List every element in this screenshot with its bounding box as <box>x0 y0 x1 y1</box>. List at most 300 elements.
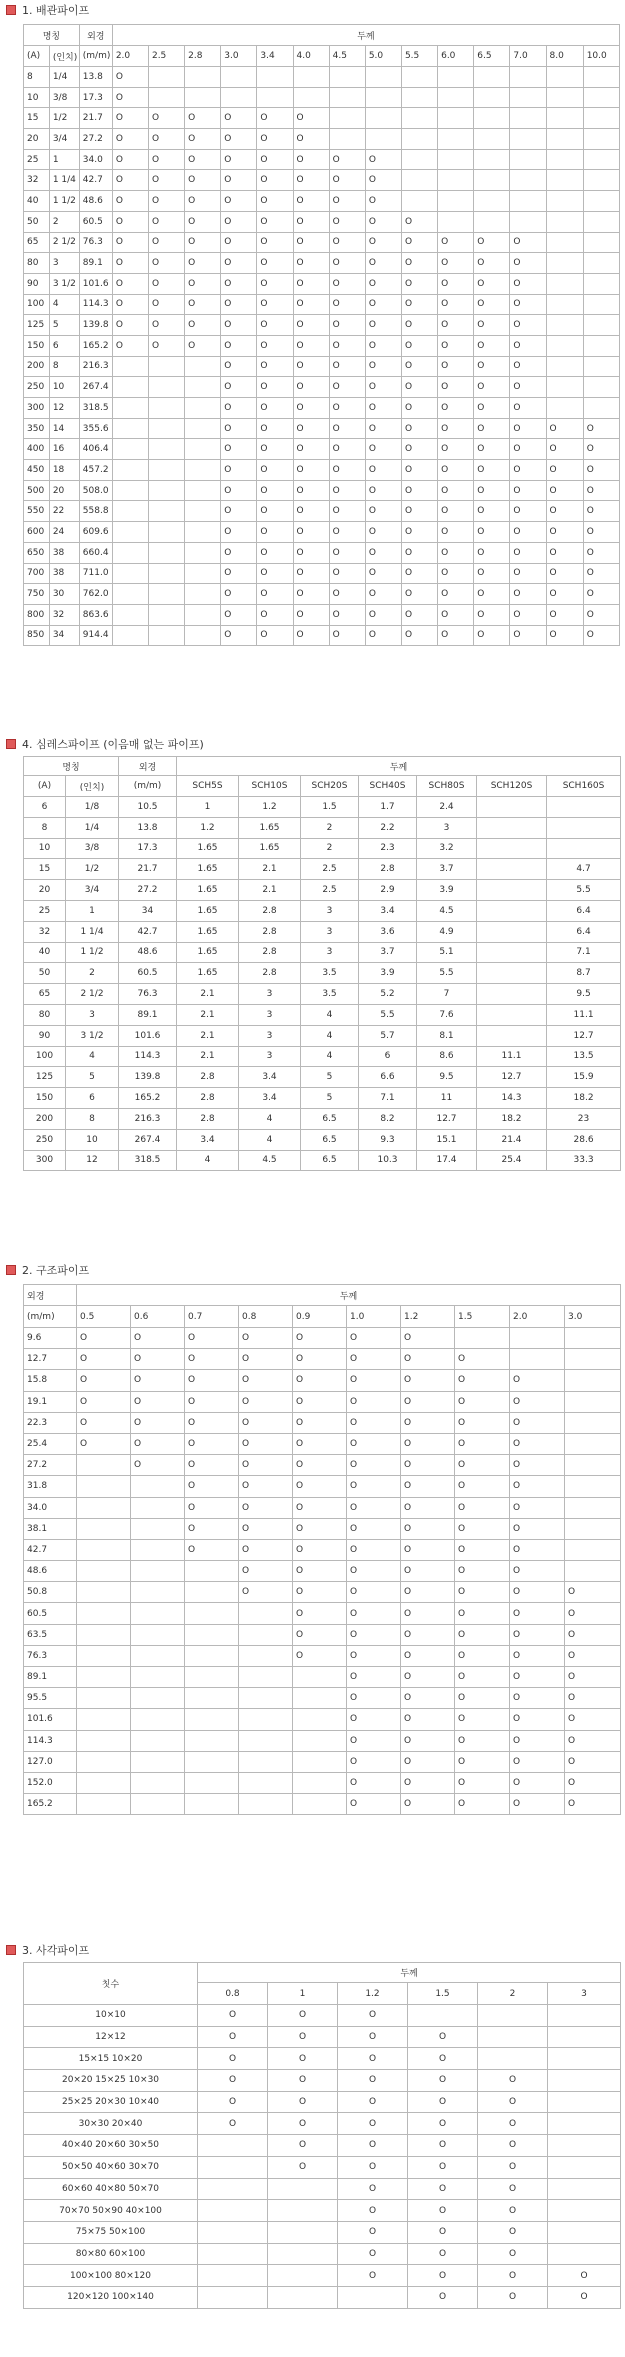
value-cell: O <box>293 418 329 439</box>
value-cell: O <box>338 2265 408 2287</box>
value-cell: 3.4 <box>177 1129 239 1150</box>
thickness-header: 2.8 <box>185 46 221 67</box>
table-row <box>24 1067 621 1088</box>
value-cell: O <box>474 563 510 584</box>
value-cell <box>293 1688 347 1709</box>
value-cell: 6 <box>359 1046 417 1067</box>
value-cell: O <box>329 480 365 501</box>
value-cell: O <box>131 1433 185 1454</box>
value-cell: O <box>221 232 257 253</box>
value-cell: O <box>408 2178 478 2200</box>
value-cell: 4.5 <box>417 900 477 921</box>
value-cell: O <box>329 604 365 625</box>
key-cell: 60.5 <box>24 1603 77 1624</box>
value-cell: O <box>257 418 293 439</box>
value-cell: O <box>455 1561 510 1582</box>
value-cell: O <box>257 522 293 543</box>
value-cell <box>510 149 546 170</box>
thickness-header: 7.0 <box>510 46 546 67</box>
key-cell: 20 <box>24 129 50 150</box>
value-cell: 2.5 <box>301 880 359 901</box>
value-cell <box>148 87 184 108</box>
value-cell <box>548 2178 621 2200</box>
value-cell: 3 <box>301 900 359 921</box>
value-cell: O <box>112 273 148 294</box>
thickness-header: SCH80S <box>417 776 477 797</box>
value-cell: 2.8 <box>239 921 301 942</box>
value-cell <box>329 67 365 88</box>
value-cell: O <box>338 2026 408 2048</box>
value-cell: O <box>565 1730 621 1751</box>
key-cell: 50 <box>24 211 50 232</box>
value-cell <box>546 211 583 232</box>
value-cell: O <box>185 273 221 294</box>
value-cell: O <box>221 335 257 356</box>
table-row <box>24 1582 621 1603</box>
key-cell: 50 <box>24 963 66 984</box>
value-cell <box>477 817 547 838</box>
value-cell <box>565 1370 621 1391</box>
table-row <box>24 356 620 377</box>
value-cell: O <box>510 1645 565 1666</box>
square-table <box>23 1962 621 2309</box>
value-cell <box>198 2156 268 2178</box>
value-cell: O <box>565 1794 621 1815</box>
value-cell: O <box>401 1433 455 1454</box>
key-cell: 1 1/2 <box>49 191 79 212</box>
value-cell: O <box>77 1433 131 1454</box>
value-cell <box>583 108 619 129</box>
key-cell: 3 <box>66 1004 119 1025</box>
header-name: 명칭 <box>24 757 119 776</box>
key-cell: 101.6 <box>119 1025 177 1046</box>
value-cell: O <box>408 2070 478 2092</box>
key-cell: 200 <box>24 1108 66 1129</box>
value-cell: O <box>438 522 474 543</box>
value-cell: O <box>293 398 329 419</box>
key-cell: 165.2 <box>24 1794 77 1815</box>
key-cell: 2 <box>49 211 79 232</box>
table-row <box>24 315 620 336</box>
value-cell: O <box>365 253 401 274</box>
thickness-header: 4.5 <box>329 46 365 67</box>
value-cell: O <box>365 211 401 232</box>
value-cell <box>148 439 184 460</box>
header-inch: (인치) <box>49 46 79 67</box>
value-cell <box>565 1412 621 1433</box>
value-cell: 3.5 <box>301 963 359 984</box>
value-cell <box>198 2286 268 2308</box>
table-row <box>24 1046 621 1067</box>
value-cell: O <box>365 418 401 439</box>
table-row <box>24 1412 621 1433</box>
table-row <box>24 880 621 901</box>
value-cell: O <box>293 232 329 253</box>
value-cell: 3.7 <box>359 942 417 963</box>
key-cell: 318.5 <box>119 1150 177 1171</box>
value-cell <box>185 1772 239 1793</box>
value-cell: O <box>293 273 329 294</box>
thickness-header: 2.5 <box>148 46 184 67</box>
value-cell: 9.3 <box>359 1129 417 1150</box>
value-cell: O <box>148 294 184 315</box>
value-cell: 6.6 <box>359 1067 417 1088</box>
value-cell <box>112 501 148 522</box>
value-cell <box>131 1772 185 1793</box>
value-cell: O <box>455 1730 510 1751</box>
table-row <box>24 1751 621 1772</box>
value-cell: O <box>185 149 221 170</box>
key-cell: 40 <box>24 942 66 963</box>
value-cell: O <box>365 149 401 170</box>
value-cell <box>583 211 619 232</box>
value-cell: 2.3 <box>359 838 417 859</box>
value-cell: O <box>185 335 221 356</box>
key-cell: 1/8 <box>66 797 119 818</box>
table-row <box>24 2026 621 2048</box>
value-cell: O <box>221 501 257 522</box>
value-cell: O <box>257 335 293 356</box>
table-row <box>24 460 620 481</box>
value-cell <box>185 584 221 605</box>
key-cell: 80×80 60×100 <box>24 2243 198 2265</box>
value-cell: 25.4 <box>477 1150 547 1171</box>
value-cell: O <box>401 1582 455 1603</box>
value-cell <box>131 1497 185 1518</box>
key-cell: 38 <box>49 563 79 584</box>
value-cell: O <box>347 1730 401 1751</box>
value-cell: O <box>329 398 365 419</box>
value-cell: 3 <box>301 942 359 963</box>
key-cell: 30×30 20×40 <box>24 2113 198 2135</box>
value-cell: O <box>257 604 293 625</box>
value-cell <box>185 439 221 460</box>
value-cell: O <box>338 2221 408 2243</box>
value-cell: O <box>583 480 619 501</box>
value-cell <box>257 87 293 108</box>
value-cell: 3 <box>239 1025 301 1046</box>
value-cell <box>148 460 184 481</box>
value-cell: O <box>77 1328 131 1349</box>
value-cell: O <box>131 1391 185 1412</box>
value-cell: O <box>365 356 401 377</box>
value-cell <box>547 817 621 838</box>
value-cell: O <box>401 253 437 274</box>
section-title-seamless <box>0 736 625 754</box>
value-cell: O <box>338 2048 408 2070</box>
value-cell <box>548 2113 621 2135</box>
value-cell: O <box>510 273 546 294</box>
value-cell: O <box>474 501 510 522</box>
value-cell <box>548 2026 621 2048</box>
value-cell: 2.2 <box>359 817 417 838</box>
value-cell: O <box>478 2178 548 2200</box>
value-cell <box>131 1688 185 1709</box>
key-cell: 34.0 <box>24 1497 77 1518</box>
value-cell: O <box>474 377 510 398</box>
value-cell <box>510 129 546 150</box>
value-cell: O <box>293 625 329 646</box>
value-cell: 4.9 <box>417 921 477 942</box>
value-cell <box>198 2135 268 2157</box>
value-cell <box>293 67 329 88</box>
value-cell <box>546 232 583 253</box>
value-cell: O <box>329 315 365 336</box>
value-cell: O <box>347 1412 401 1433</box>
value-cell <box>185 87 221 108</box>
value-cell <box>293 1730 347 1751</box>
value-cell: O <box>198 2070 268 2092</box>
value-cell <box>131 1645 185 1666</box>
table-row <box>24 170 620 191</box>
key-cell: 8 <box>66 1108 119 1129</box>
key-cell: 3/4 <box>49 129 79 150</box>
value-cell: 2.8 <box>359 859 417 880</box>
value-cell <box>131 1667 185 1688</box>
value-cell: O <box>478 2135 548 2157</box>
value-cell <box>546 129 583 150</box>
value-cell <box>185 377 221 398</box>
value-cell <box>293 1772 347 1793</box>
value-cell: O <box>408 2048 478 2070</box>
value-cell <box>477 797 547 818</box>
table-row <box>24 1004 621 1025</box>
value-cell: O <box>474 460 510 481</box>
value-cell: O <box>257 625 293 646</box>
value-cell <box>148 418 184 439</box>
key-cell: 6 <box>49 335 79 356</box>
key-cell: 76.3 <box>24 1645 77 1666</box>
value-cell: 8.1 <box>417 1025 477 1046</box>
value-cell <box>239 1667 293 1688</box>
value-cell: 6.5 <box>301 1108 359 1129</box>
table-row <box>24 273 620 294</box>
value-cell <box>565 1476 621 1497</box>
table-row <box>24 2005 621 2027</box>
key-cell: 2 <box>66 963 119 984</box>
value-cell: 3 <box>239 984 301 1005</box>
value-cell: O <box>510 1667 565 1688</box>
value-cell <box>474 87 510 108</box>
value-cell: O <box>401 542 437 563</box>
value-cell: O <box>408 2286 478 2308</box>
value-cell <box>131 1794 185 1815</box>
value-cell: O <box>185 1455 239 1476</box>
table-row <box>24 2200 621 2222</box>
key-cell: 300 <box>24 1150 66 1171</box>
value-cell <box>329 108 365 129</box>
value-cell <box>583 232 619 253</box>
value-cell: O <box>293 1370 347 1391</box>
value-cell: O <box>293 1645 347 1666</box>
value-cell: O <box>510 356 546 377</box>
value-cell: O <box>257 377 293 398</box>
value-cell <box>77 1518 131 1539</box>
value-cell: 1.65 <box>177 880 239 901</box>
key-cell: 31.8 <box>24 1476 77 1497</box>
table-row <box>24 1328 621 1349</box>
value-cell: O <box>293 377 329 398</box>
value-cell: O <box>112 87 148 108</box>
value-cell <box>401 149 437 170</box>
key-cell: 38.1 <box>24 1518 77 1539</box>
value-cell: 23 <box>547 1108 621 1129</box>
thickness-header: 3.0 <box>221 46 257 67</box>
header-a: (A) <box>24 46 50 67</box>
value-cell: O <box>293 356 329 377</box>
value-cell <box>401 108 437 129</box>
value-cell: O <box>401 1772 455 1793</box>
value-cell: O <box>329 335 365 356</box>
value-cell <box>565 1328 621 1349</box>
value-cell: O <box>268 2156 338 2178</box>
key-cell: 75×75 50×100 <box>24 2221 198 2243</box>
value-cell: O <box>474 522 510 543</box>
key-cell: 15 <box>24 859 66 880</box>
value-cell: O <box>221 211 257 232</box>
table-row <box>24 108 620 129</box>
value-cell: O <box>112 108 148 129</box>
value-cell: O <box>365 501 401 522</box>
value-cell: 1.65 <box>239 838 301 859</box>
value-cell: O <box>401 625 437 646</box>
value-cell: 2.8 <box>239 942 301 963</box>
value-cell: O <box>510 398 546 419</box>
value-cell: O <box>257 460 293 481</box>
value-cell: O <box>455 1582 510 1603</box>
value-cell: O <box>268 2026 338 2048</box>
key-cell: 914.4 <box>79 625 112 646</box>
value-cell: O <box>438 604 474 625</box>
key-cell: 2 1/2 <box>49 232 79 253</box>
value-cell: O <box>455 1412 510 1433</box>
key-cell: 267.4 <box>119 1129 177 1150</box>
thickness-header: 0.8 <box>198 1983 268 2005</box>
value-cell: O <box>131 1370 185 1391</box>
value-cell: O <box>198 2026 268 2048</box>
value-cell: 4 <box>301 1046 359 1067</box>
key-cell: 25 <box>24 900 66 921</box>
value-cell <box>565 1497 621 1518</box>
key-cell: 21.7 <box>79 108 112 129</box>
value-cell: 33.3 <box>547 1150 621 1171</box>
value-cell: 2.1 <box>177 984 239 1005</box>
value-cell <box>583 191 619 212</box>
value-cell <box>185 1603 239 1624</box>
value-cell: 1.5 <box>301 797 359 818</box>
value-cell: O <box>221 191 257 212</box>
value-cell: 3.6 <box>359 921 417 942</box>
key-cell: 90 <box>24 1025 66 1046</box>
value-cell: O <box>474 542 510 563</box>
value-cell: O <box>583 604 619 625</box>
value-cell: O <box>239 1455 293 1476</box>
table-row <box>24 1772 621 1793</box>
value-cell: O <box>401 1391 455 1412</box>
value-cell: O <box>185 191 221 212</box>
value-cell: O <box>239 1476 293 1497</box>
value-cell <box>548 2221 621 2243</box>
value-cell: O <box>221 315 257 336</box>
table-row <box>24 2156 621 2178</box>
table-row <box>24 1709 621 1730</box>
value-cell: O <box>148 315 184 336</box>
key-cell: 9.6 <box>24 1328 77 1349</box>
value-cell <box>257 67 293 88</box>
value-cell: O <box>221 563 257 584</box>
key-cell: 3 <box>49 253 79 274</box>
value-cell: O <box>131 1412 185 1433</box>
thickness-header: 4.0 <box>293 46 329 67</box>
value-cell: 13.5 <box>547 1046 621 1067</box>
section-title-text: 4. 심레스파이프 (이음매 없는 파이프) <box>22 738 204 751</box>
value-cell: O <box>583 625 619 646</box>
value-cell <box>198 2200 268 2222</box>
value-cell: O <box>347 1603 401 1624</box>
thickness-header: 3.4 <box>257 46 293 67</box>
value-cell: O <box>185 1539 239 1560</box>
value-cell: O <box>474 625 510 646</box>
value-cell: O <box>438 584 474 605</box>
value-cell: O <box>221 356 257 377</box>
value-cell: O <box>293 129 329 150</box>
thickness-header: 5.5 <box>401 46 437 67</box>
value-cell: O <box>239 1391 293 1412</box>
value-cell <box>546 170 583 191</box>
value-cell: 17.4 <box>417 1150 477 1171</box>
value-cell: O <box>293 1391 347 1412</box>
section-title-pipe <box>0 2 625 20</box>
value-cell: O <box>474 253 510 274</box>
key-cell: 10 <box>66 1129 119 1150</box>
value-cell: O <box>438 439 474 460</box>
value-cell: O <box>510 1582 565 1603</box>
value-cell: 3.4 <box>239 1067 301 1088</box>
value-cell: O <box>455 1772 510 1793</box>
value-cell: O <box>365 480 401 501</box>
table-row <box>24 1455 621 1476</box>
section-structural <box>0 1262 625 1810</box>
value-cell: 3.4 <box>359 900 417 921</box>
value-cell <box>77 1730 131 1751</box>
value-cell: 2.1 <box>239 880 301 901</box>
section-pipe <box>0 2 625 641</box>
key-cell: 300 <box>24 398 50 419</box>
key-cell: 6 <box>24 797 66 818</box>
value-cell: 9.5 <box>417 1067 477 1088</box>
value-cell <box>77 1751 131 1772</box>
value-cell: O <box>347 1349 401 1370</box>
value-cell <box>510 1349 565 1370</box>
value-cell: O <box>329 522 365 543</box>
value-cell: O <box>347 1539 401 1560</box>
value-cell <box>474 191 510 212</box>
value-cell <box>565 1539 621 1560</box>
value-cell: 2.8 <box>239 900 301 921</box>
key-cell: 22 <box>49 501 79 522</box>
value-cell: O <box>510 1561 565 1582</box>
value-cell <box>565 1561 621 1582</box>
key-cell: 90 <box>24 273 50 294</box>
value-cell: 6.5 <box>301 1129 359 1150</box>
value-cell <box>474 129 510 150</box>
value-cell <box>112 480 148 501</box>
value-cell <box>131 1730 185 1751</box>
table-row <box>24 1108 621 1129</box>
value-cell: O <box>474 418 510 439</box>
value-cell: O <box>365 460 401 481</box>
value-cell: O <box>112 191 148 212</box>
